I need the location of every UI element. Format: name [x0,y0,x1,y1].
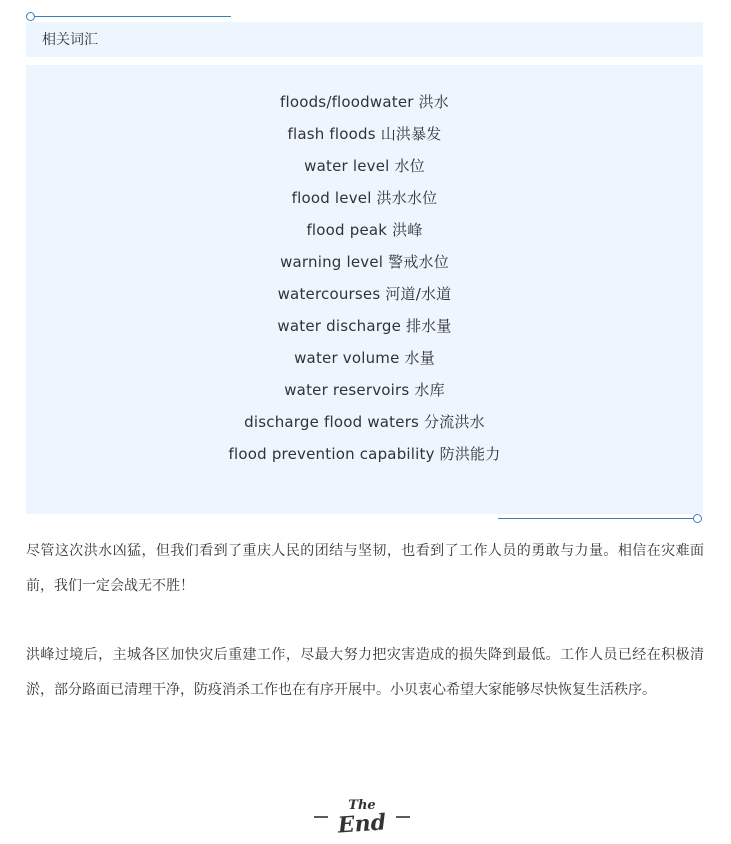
decorative-line-top [35,16,231,17]
vocabulary-item: water level 水位 [304,157,425,175]
vocabulary-item: warning level 警戒水位 [280,253,449,271]
decorative-line-bottom [498,518,694,519]
decorative-circle-top [26,12,35,21]
section-title: 相关词汇 [42,32,98,48]
vocabulary-item: water discharge 排水量 [277,317,452,335]
decorative-circle-bottom [693,514,702,523]
vocabulary-item: water reservoirs 水库 [284,381,445,399]
vocabulary-item: flood prevention capability 防洪能力 [228,445,501,463]
vocabulary-item: flood level 洪水水位 [291,189,438,207]
vocabulary-item: flash floods 山洪暴发 [287,125,442,143]
end-text-top: The [348,798,376,813]
end-text-bottom: End [337,809,387,839]
vocabulary-item: watercourses 河道/水道 [277,285,452,303]
vocabulary-item: discharge flood waters 分流洪水 [244,413,485,431]
the-end-logo [310,793,414,839]
body-paragraph: 尽管这次洪水凶猛，但我们看到了重庆人民的团结与坚韧，也看到了工作人员的勇敢与力量。相信在灾难面前，我们一定会战无不胜！ [26,543,704,594]
vocabulary-item: floods/floodwater 洪水 [279,93,450,111]
section-header [26,22,703,57]
vocabulary-box [26,65,703,514]
vocabulary-item: flood peak 洪峰 [306,221,423,239]
body-paragraph: 洪峰过境后，主城各区加快灾后重建工作，尽最大努力把灾害造成的损失降到最低。工作人员已经在积极清淤，部分路面已清理干净，防疫消杀工作也在有序开展中。小贝衷心希望大家能够尽快恢复生活秩序。 [26,647,704,698]
vocabulary-item: water volume 水量 [294,349,435,367]
vocabulary-list [26,91,703,475]
